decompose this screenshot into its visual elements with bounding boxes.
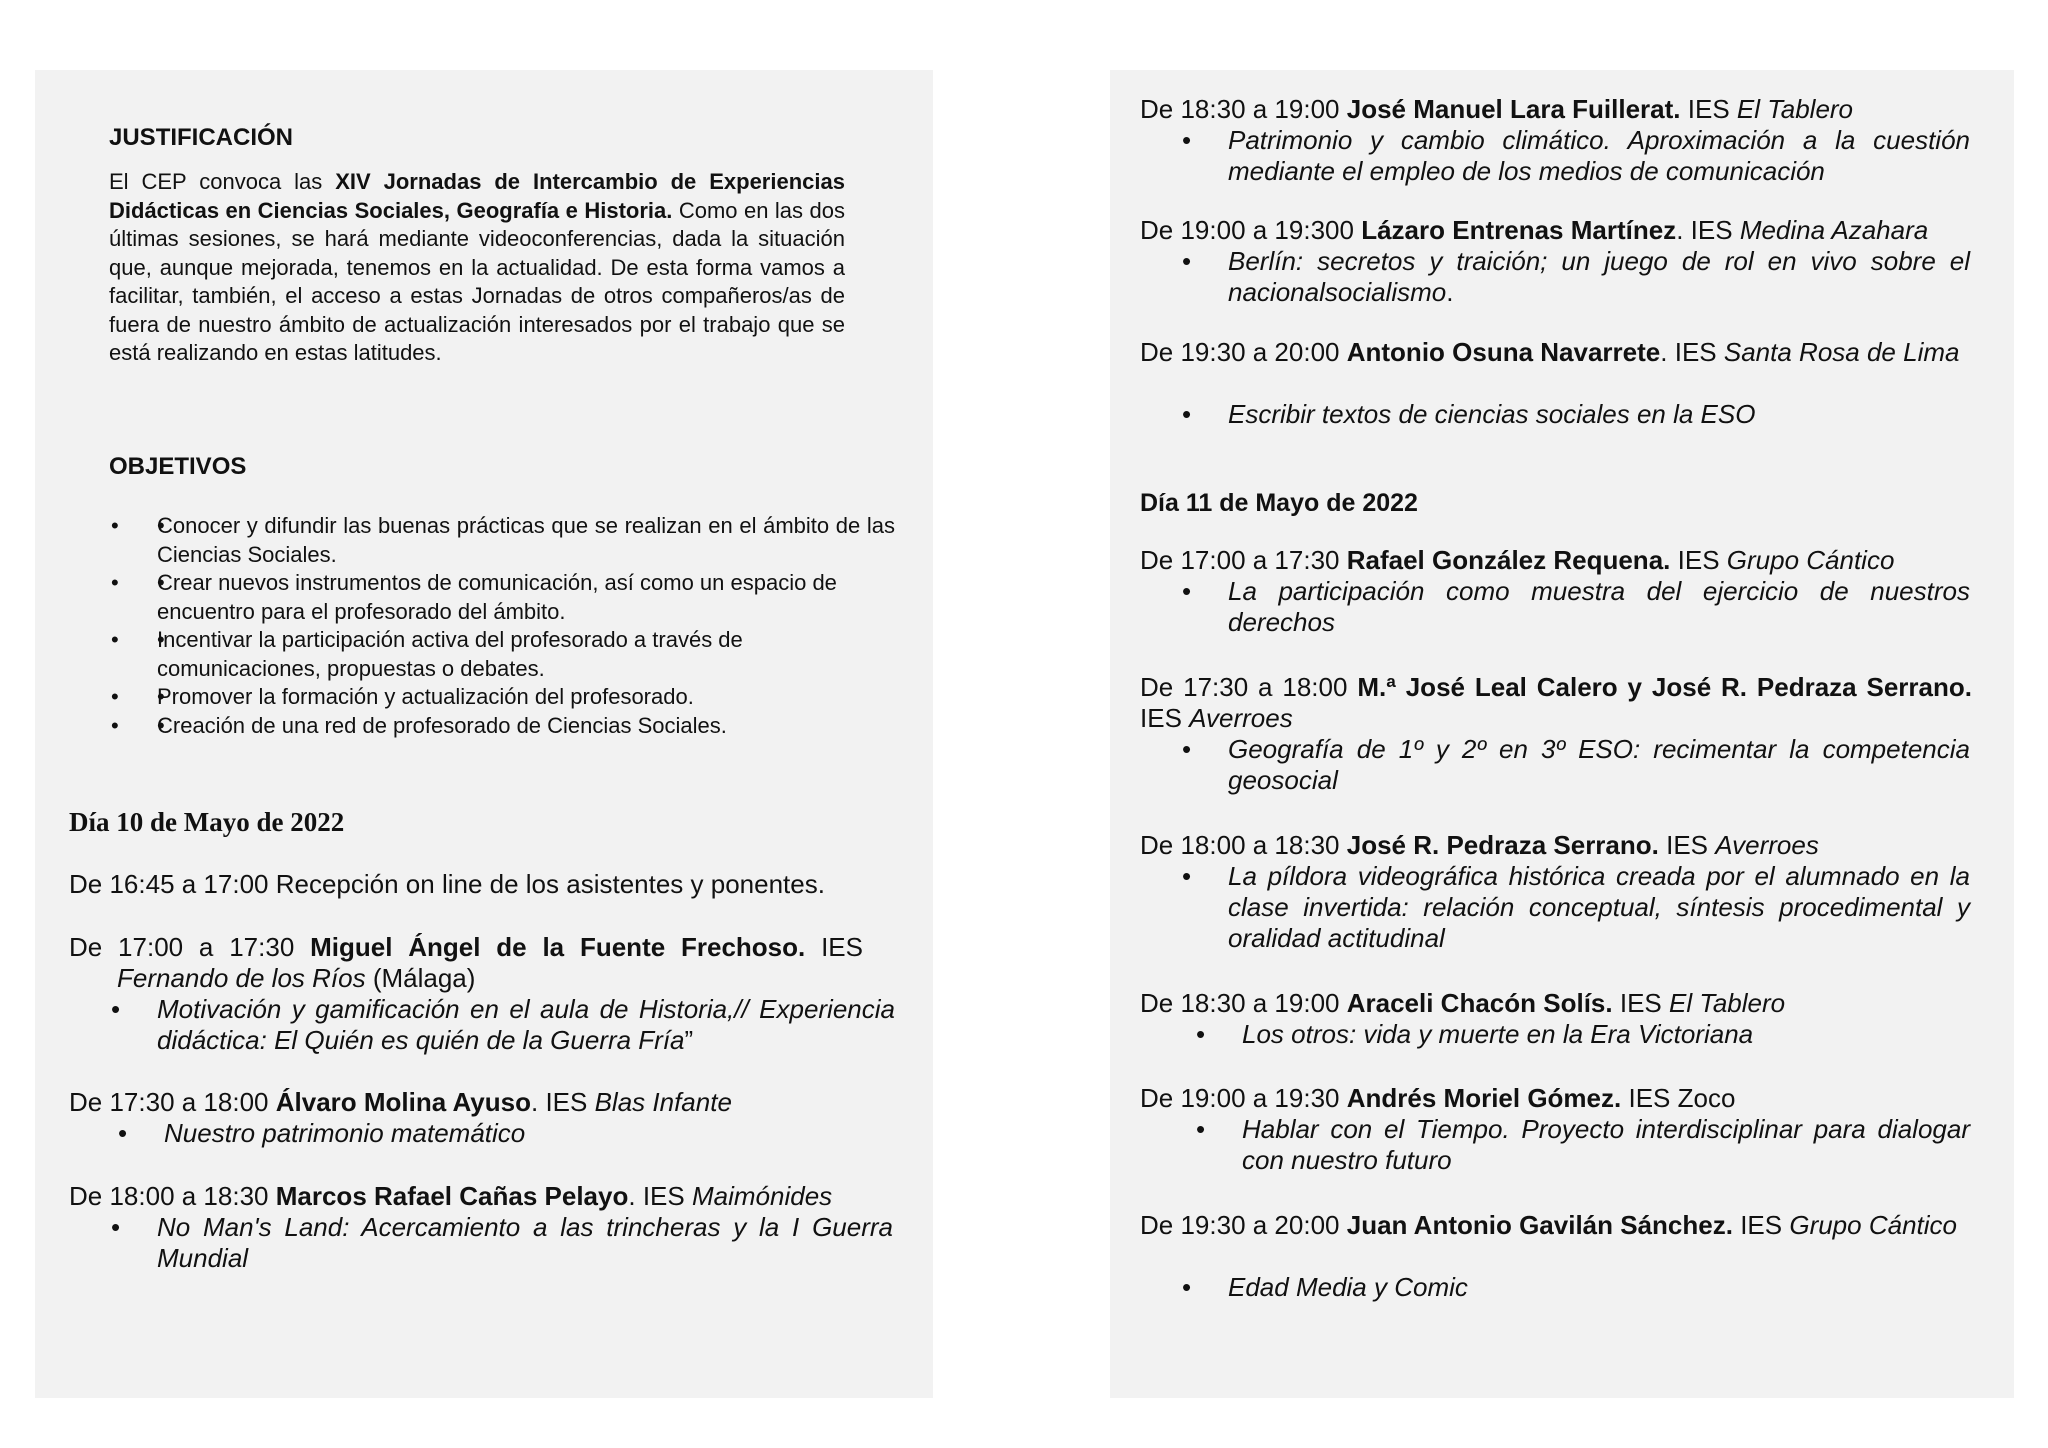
bullet-icon: •: [1196, 1019, 1206, 1049]
session-line: De 17:00 a 17:30 Miguel Ángel de la Fuente Frechoso. IES: [69, 932, 863, 962]
session-topic: • Geografía de 1º y 2º en 3º ESO: recimentar la competencia geosocial: [1182, 734, 1970, 795]
speaker-name: M.ª José Leal Calero y José R. Pedraza Serrano.: [1357, 672, 1972, 702]
session-topic: • Berlín: secretos y traición; un juego de rol en vivo sobre el nacionalsocialismo.: [1182, 246, 1970, 307]
school-name: Medina Azahara: [1739, 215, 1929, 245]
session-topic: • No Man's Land: Acercamiento a las trincheras y la I Guerra Mundial: [111, 1212, 893, 1273]
school-name: Averroes: [1715, 830, 1819, 860]
session: De 18:00 a 18:30 Marcos Rafael Cañas Pelayo. IES Maimónides: [69, 1181, 833, 1211]
session: De 18:30 a 19:00 Araceli Chacón Solís. IES El Tablero: [1140, 988, 1786, 1018]
school-name: Averroes: [1189, 703, 1293, 733]
day11-heading: Día 11 de Mayo de 2022: [1140, 489, 1418, 517]
session-topic: • Edad Media y Comic: [1182, 1272, 1468, 1302]
bullet-icon: •: [1196, 1114, 1206, 1144]
day10-heading: Día 10 de Mayo de 2022: [69, 807, 345, 837]
session: [69, 932, 863, 994]
bullet-icon: •: [1182, 1272, 1192, 1302]
session-topic: • Hablar con el Tiempo. Proyecto interdisciplinar para dialogar con nuestro futuro: [1196, 1114, 1970, 1175]
session: De 19:30 a 20:00 Antonio Osuna Navarrete. IES Santa Rosa de Lima: [1140, 337, 1960, 367]
bullet-icon: •: [1182, 861, 1192, 891]
speaker-name: Antonio Osuna Navarrete: [1346, 337, 1661, 367]
objetivos-heading: OBJETIVOS: [109, 453, 247, 480]
speaker-name: Juan Antonio Gavilán Sánchez.: [1346, 1210, 1733, 1240]
session: De 17:30 a 18:00 Álvaro Molina Ayuso. IES Blas Infante: [69, 1087, 732, 1117]
session: De 19:30 a 20:00 Juan Antonio Gavilán Sánchez. IES Grupo Cántico: [1140, 1210, 1957, 1240]
justificacion-bold: XIV Jornadas de Intercambio de Experiencias Didácticas en Ciencias Sociales, Geografía e Historia.: [109, 169, 845, 223]
session-topic: • Nuestro patrimonio matemático: [118, 1118, 526, 1148]
objetivos-list: [111, 512, 895, 740]
bullet-icon: •: [1182, 399, 1192, 429]
session-topic: • Patrimonio y cambio climático. Aproximación a la cuestión mediante el empleo de los medios de comunicación: [1182, 125, 1970, 186]
bullet-icon: •: [118, 1118, 128, 1148]
session: De 18:00 a 18:30 José R. Pedraza Serrano. IES Averroes: [1140, 830, 1819, 860]
session: De 19:00 a 19:30 Andrés Moriel Gómez. IES Zoco: [1140, 1083, 1736, 1113]
bullet-icon: •: [111, 1212, 121, 1242]
speaker-name: Álvaro Molina Ayuso: [275, 1087, 531, 1117]
session: De 17:00 a 17:30 Rafael González Requena. IES Grupo Cántico: [1140, 545, 1895, 575]
session: De 18:30 a 19:00 José Manuel Lara Fuillerat. IES El Tablero: [1140, 94, 1854, 124]
session-topic: • Motivación y gamificación en el aula de Historia,// Experiencia didáctica: El Quién es quién de la Guerra Fría”: [111, 994, 895, 1055]
speaker-name: Araceli Chacón Solís.: [1346, 988, 1613, 1018]
session-topic: • Escribir textos de ciencias sociales en la ESO: [1182, 399, 1756, 429]
session: De 17:30 a 18:00 M.ª José Leal Calero y José R. Pedraza Serrano. IES Averroes: [1140, 672, 1972, 733]
objetivo-item: • • Promover la formación y actualización del profesorado.: [157, 683, 895, 712]
bullet-icon: •: [1182, 246, 1192, 276]
school-name: Grupo Cántico: [1789, 1210, 1957, 1240]
speaker-name: Lázaro Entrenas Martínez: [1361, 215, 1677, 245]
justificacion-paragraph: [109, 168, 845, 368]
justificacion-rest: Como en las dos últimas sesiones, se hará mediante videoconferencias, dada la situación que, aunque mejorada, tenemos en la actualidad. De esta forma vamos a facilitar, también, el acceso a estas Jornadas de otros compañeros/as de fuera de nuestro ámbito de actualización interesados por el trabajo que se está realizando en estas latitudes.: [109, 197, 845, 365]
school-name: Grupo Cántico: [1726, 545, 1895, 575]
bullet-icon: • •: [111, 513, 119, 538]
bullet-icon: • •: [111, 627, 119, 652]
school-name: Santa Rosa de Lima: [1723, 337, 1960, 367]
objetivo-item: • • Conocer y difundir las buenas prácticas que se realizan en el ámbito de las Ciencias Sociales.: [157, 512, 895, 569]
speaker-name: Andrés Moriel Gómez.: [1346, 1083, 1622, 1113]
bullet-icon: •: [1182, 576, 1192, 606]
speaker-name: Marcos Rafael Cañas Pelayo: [275, 1181, 629, 1211]
session: De 19:00 a 19:300 Lázaro Entrenas Martínez. IES Medina Azahara: [1140, 215, 1929, 245]
bullet-icon: • •: [111, 712, 119, 738]
speaker-name: Rafael González Requena.: [1346, 545, 1671, 575]
bullet-icon: •: [111, 994, 121, 1024]
school-name: Fernando de los Ríos: [117, 963, 366, 993]
school-name: El Tablero: [1736, 94, 1854, 124]
objetivo-item: • • Crear nuevos instrumentos de comunicación, así como un espacio de encuentro para el profesorado del ámbito.: [157, 569, 895, 626]
objetivo-item: • • Incentivar la participación activa del profesorado a través de comunicaciones, propuestas o debates.: [157, 626, 895, 683]
session-topic: • La participación como muestra del ejercicio de nuestros derechos: [1182, 576, 1970, 637]
bullet-icon: • •: [111, 570, 119, 595]
speaker-name: José Manuel Lara Fuillerat.: [1346, 94, 1681, 124]
objetivo-item: • • Creación de una red de profesorado de Ciencias Sociales.: [157, 712, 895, 741]
bullet-icon: • •: [111, 684, 119, 709]
bullet-icon: •: [1182, 734, 1192, 764]
school-name: Maimónides: [691, 1181, 833, 1211]
school-name: Blas Infante: [594, 1087, 732, 1117]
session-topic: • Los otros: vida y muerte en la Era Victoriana: [1196, 1019, 1754, 1049]
day10-reception: De 16:45 a 17:00 Recepción on line de los asistentes y ponentes.: [69, 869, 825, 899]
school-name: El Tablero: [1669, 988, 1786, 1018]
bullet-icon: •: [1182, 125, 1192, 155]
speaker-name: Miguel Ángel de la Fuente Frechoso.: [310, 932, 806, 962]
session-topic: • La píldora videográfica histórica creada por el alumnado en la clase invertida: relación conceptual, síntesis procedimental y oralidad actitudinal: [1182, 861, 1970, 953]
justificacion-heading: JUSTIFICACIÓN: [109, 124, 294, 151]
session-school-line: Fernando de los Ríos (Málaga): [117, 963, 476, 993]
speaker-name: José R. Pedraza Serrano.: [1346, 830, 1659, 860]
justificacion-intro: El CEP convoca las: [109, 169, 323, 194]
